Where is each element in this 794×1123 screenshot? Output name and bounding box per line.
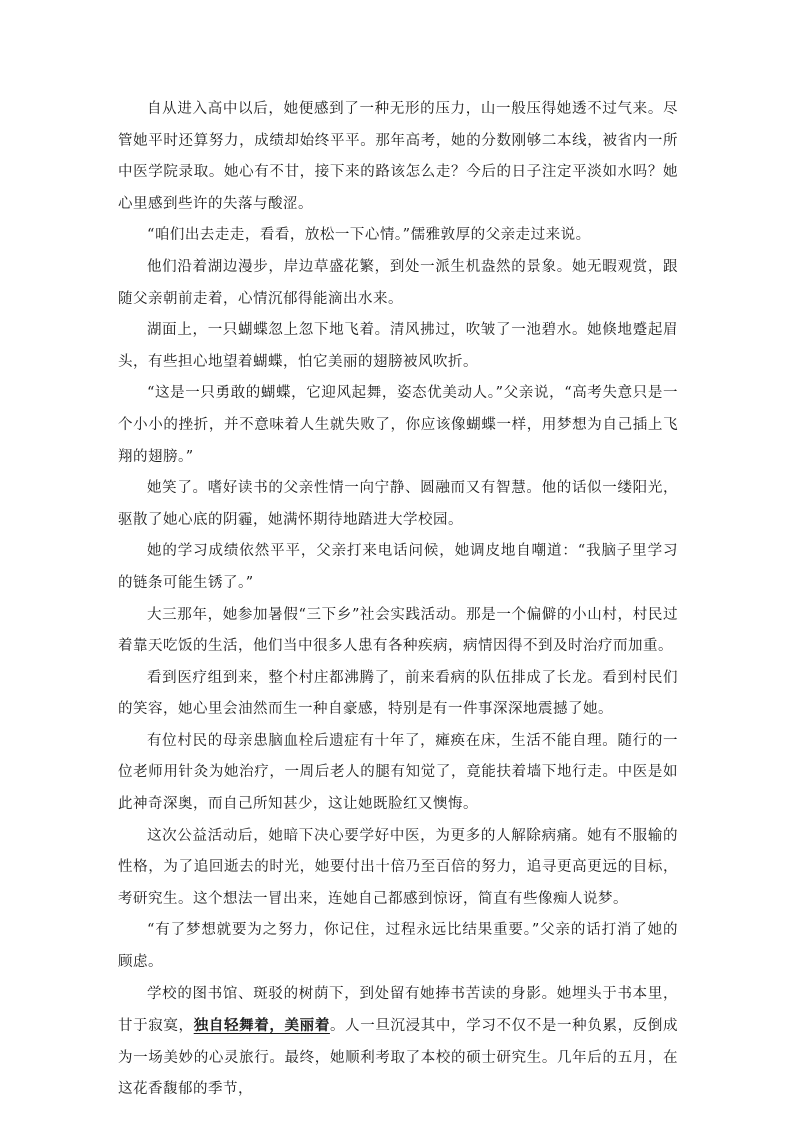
- paragraph-13-before: 学校的图书馆、斑驳的树荫下，到处留有她捧书苦读的身影。她埋头于书本里，甘于寂寞，: [118, 985, 678, 1035]
- paragraph-2: “咱们出去走走，看看，放松一下心情。”儒雅敦厚的父亲走过来说。: [147, 227, 591, 244]
- article-body: [118, 94, 678, 1106]
- paragraph-13: [118, 979, 678, 1106]
- paragraph-8: 大三那年，她参加暑假“三下乡”社会实践活动。那是一个偏僻的小山村，村民过着靠天吃饭的生活，他们当中很多人患有各种疾病，病情因得不到及时治疗而加重。: [118, 606, 678, 655]
- paragraph-12: “有了梦想就要为之努力，你记住，过程永远比结果重要。”父亲的话打消了她的顾虑。: [118, 922, 678, 971]
- paragraph-1: 自从进入高中以后，她便感到了一种无形的压力，山一般压得她透不过气来。尽管她平时还算努力，成绩却始终平平。那年高考，她的分数刚够二本线，被省内一所中医学院录取。她心有不甘，接下来的路该怎么走？今后的日子注定平淡如水吗？她心里感到些许的失落与酸涩。: [118, 101, 678, 212]
- paragraph-9: 看到医疗组到来，整个村庄都沸腾了，前来看病的队伍排成了长龙。看到村民们的笑容，她心里会油然而生一种自豪感，特别是有一件事深深地震撼了她。: [118, 669, 678, 718]
- paragraph-4: 湖面上，一只蝴蝶忽上忽下地飞着。清风拂过，吹皱了一池碧水。她倏地蹙起眉头，有些担心地望着蝴蝶，怕它美丽的翅膀被风吹折。: [118, 322, 678, 370]
- paragraph-10: 有位村民的母亲患脑血栓后遗症有十年了，瘫痪在床，生活不能自理。随行的一位老师用针灸为她治疗，一周后老人的腿有知觉了，竟能扶着墙下地行走。中医是如此神奇深奥，而自己所知甚少，这让她既脸红又懊悔。: [118, 732, 678, 813]
- paragraph-13-after: 。人一旦沉浸其中，学习不仅不是一种负累，反倒成为一场美妙的心灵旅行。最终，她顺利考取了本校的硕士研究生。几年后的五月，在这花香馥郁的季节，: [118, 1018, 679, 1098]
- paragraph-5: “这是一只勇敢的蝴蝶，它迎风起舞，姿态优美动人。”父亲说，“高考失意只是一个小小的挫折，并不意味着人生就失败了，你应该像蝴蝶一样，用梦想为自己插上飞翔的翅膀。”: [118, 385, 678, 465]
- paragraph-6: 她笑了。嗜好读书的父亲性情一向宁静、圆融而又有智慧。他的话似一缕阳光，驱散了她心底的阴霾，她满怀期待地踏进大学校园。: [118, 480, 678, 528]
- paragraph-3: 他们沿着湖边漫步，岸边草盛花繁，到处一派生机盎然的景象。她无暇观赏，跟随父亲朝前走着，心情沉郁得能滴出水来。: [118, 258, 678, 307]
- paragraph-7: 她的学习成绩依然平平，父亲打来电话问候，她调皮地自嘲道：“我脑子里学习的链条可能生锈了。”: [118, 543, 678, 591]
- emphasized-phrase: 独自轻舞着，美丽着: [193, 1017, 330, 1035]
- paragraph-11: 这次公益活动后，她暗下决心要学好中医，为更多的人解除病痛。她有不服输的性格，为了追回逝去的时光，她要付出十倍乃至百倍的努力，追寻更高更远的目标，考研究生。这个想法一冒出来，连她自己都感到惊讶，简直有些像痴人说梦。: [118, 827, 678, 907]
